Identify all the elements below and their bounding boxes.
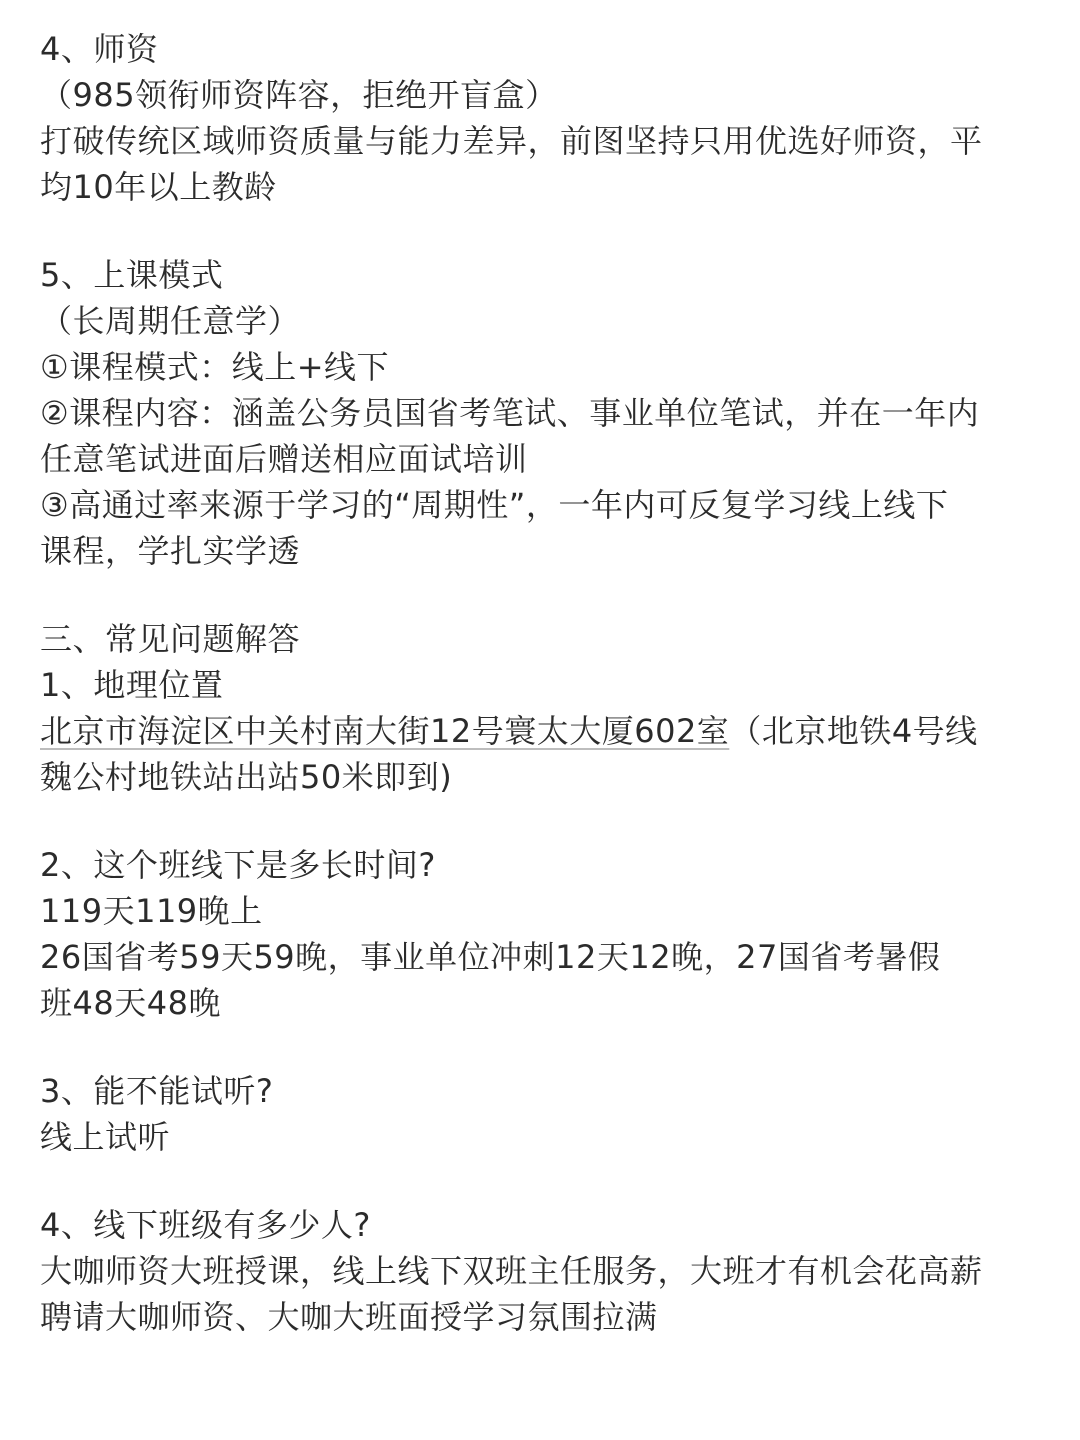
address-line-2: 魏公村地铁站出站50米即到): [40, 758, 453, 796]
faq-answer: 班48天48晚: [40, 984, 221, 1022]
paragraph-line: 打破传统区域师资质量与能力差异，前图坚持只用优选好师资，平: [40, 122, 983, 160]
address-line: [40, 708, 1050, 754]
paragraph-line: 均10年以上教龄: [40, 168, 277, 206]
section-heading-faq: 三、常见问题解答: [40, 620, 301, 658]
faq-item-location: [40, 662, 1050, 800]
section-faq: [40, 616, 1050, 1340]
section-heading-teachers: 4、师资: [40, 30, 159, 68]
list-item: ①课程模式：线上+线下: [40, 348, 390, 386]
faq-question: 2、这个班线下是多长时间?: [40, 846, 436, 884]
section-heading-class-mode: 5、上课模式: [40, 256, 224, 294]
section-class-mode: [40, 252, 1050, 574]
faq-answer: 大咖师资大班授课，线上线下双班主任服务，大班才有机会花高薪: [40, 1252, 983, 1290]
faq-question: 1、地理位置: [40, 666, 224, 704]
section-teachers: [40, 26, 1050, 210]
section-subtitle-class-mode: （长周期任意学）: [40, 302, 301, 340]
faq-answer: 119天119晚上: [40, 892, 263, 930]
document-page: [40, 26, 1050, 1340]
list-item-continuation: 任意笔试进面后赠送相应面试培训: [40, 440, 528, 478]
list-item: ③高通过率来源于学习的“周期性”，一年内可反复学习线上线下: [40, 486, 949, 524]
list-item-continuation: 课程，学扎实学透: [40, 532, 301, 570]
faq-answer: 26国省考59天59晚，事业单位冲刺12天12晚，27国省考暑假: [40, 938, 941, 976]
address-note: （北京地铁4号线: [729, 712, 978, 750]
section-subtitle-teachers: （985领衔师资阵容，拒绝开盲盒）: [40, 76, 558, 114]
faq-item-duration: [40, 842, 1050, 1026]
faq-answer: 线上试听: [40, 1118, 171, 1156]
faq-item-class-size: [40, 1202, 1050, 1340]
faq-question: 3、能不能试听?: [40, 1072, 274, 1110]
faq-item-trial: [40, 1068, 1050, 1160]
faq-answer: 聘请大咖师资、大咖大班面授学习氛围拉满: [40, 1298, 658, 1336]
faq-question: 4、线下班级有多少人?: [40, 1206, 371, 1244]
address-link[interactable]: 北京市海淀区中关村南大街12号寰太大厦602室: [40, 712, 730, 750]
list-item: ②课程内容：涵盖公务员国省考笔试、事业单位笔试，并在一年内: [40, 394, 980, 432]
